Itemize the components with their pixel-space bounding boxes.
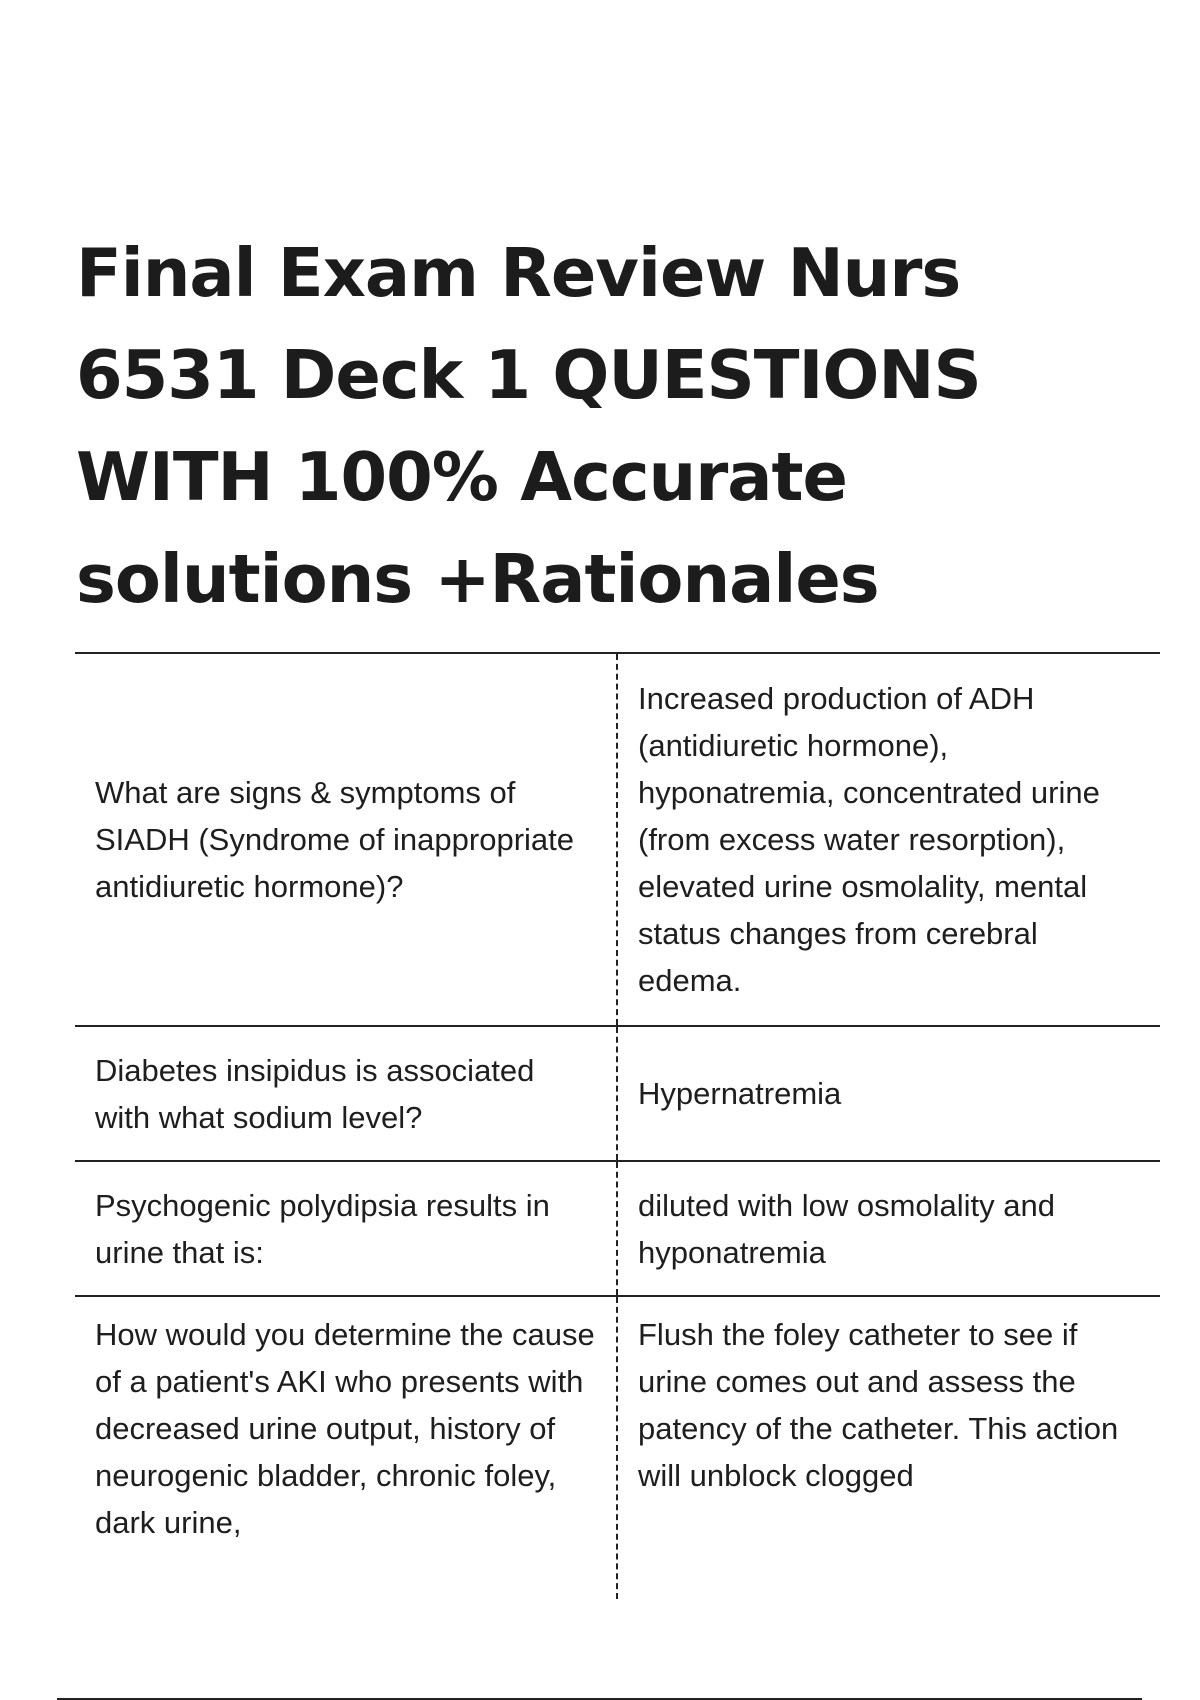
question-text: Psychogenic polydipsia results in urine that is: <box>95 1187 550 1270</box>
qa-table <box>75 652 1160 1599</box>
question-cell <box>75 1297 618 1599</box>
table-row <box>75 654 1160 1027</box>
answer-text: Flush the foley catheter to see if urine comes out and assess the patency of the catheter. This action will unblock clogged <box>638 1317 1119 1493</box>
answer-text: diluted with low osmolality and hyponatremia <box>638 1187 1055 1270</box>
answer-cell <box>618 654 1160 1025</box>
question-text: Diabetes insipidus is associated with what sodium level? <box>95 1052 535 1135</box>
answer-cell <box>618 1297 1160 1599</box>
question-cell <box>75 1027 618 1160</box>
table-row <box>75 1027 1160 1162</box>
answer-text: Hypernatremia <box>638 1076 842 1111</box>
answer-text: Increased production of ADH (antidiuretic hormone), hyponatremia, concentrated urine (from excess water resorption), elevated urine osmolality, mental status changes from cerebral edema. <box>638 681 1100 998</box>
question-text: What are signs & symptoms of SIADH (Syndrome of inappropriate antidiuretic hormone)? <box>95 775 575 904</box>
question-cell <box>75 654 618 1025</box>
question-text: How would you determine the cause of a patient's AKI who presents with decreased urine output, history of neurogenic bladder, chronic foley, dark urine, <box>95 1317 595 1540</box>
answer-cell <box>618 1162 1160 1295</box>
answer-cell <box>618 1027 1160 1160</box>
question-cell <box>75 1162 618 1295</box>
table-row <box>75 1162 1160 1297</box>
table-row <box>75 1297 1160 1599</box>
page-title: Final Exam Review Nurs 6531 Deck 1 QUESTIONS WITH 100% Accurate solutions +Rationales <box>76 234 981 618</box>
